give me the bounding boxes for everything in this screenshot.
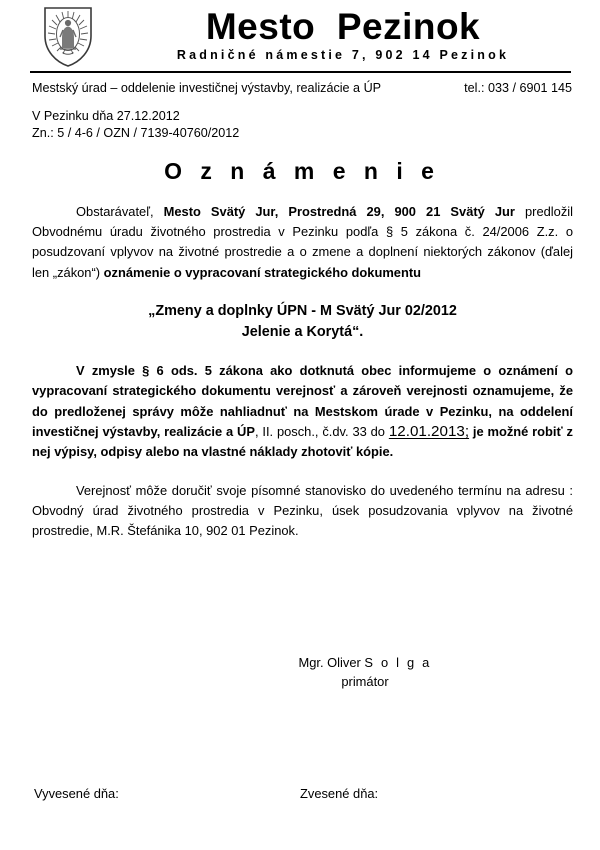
paragraph-public-comment: Verejnosť môže doručiť svoje písomné stanovisko do uvedeného termínu na adresu : Obvodný úrad životného prostredia v Pezinku, úsek posudzovania vplyvov na životné prostredie, M.R. Štefánika 10, 902 01 Pezinok. — [32, 482, 573, 539]
paragraph-procurer — [32, 202, 573, 283]
notice-part-3: je možné robiť z nej výpisy, odpisy alebo na vlastné náklady zhotoviť kópie. — [32, 424, 573, 460]
header-divider — [30, 71, 571, 73]
document-body — [32, 202, 573, 541]
page-title: Mesto Pezinok — [205, 6, 481, 47]
department-name: Mestský úrad – oddelenie investičnej výstavby, realizácie a ÚP — [32, 81, 382, 95]
phone-number: tel.: 033 / 6901 145 — [464, 81, 572, 95]
footer-fields — [34, 786, 574, 806]
organization-address: Radničné námestie 7, 902 14 Pezinok — [176, 48, 510, 62]
place-and-date: V Pezinku dňa 27.12.2012 — [32, 109, 180, 123]
subject-title-line-2: Jelenie a Korytá“. — [241, 323, 364, 340]
spacer — [32, 283, 573, 301]
letterhead — [0, 0, 600, 72]
reference-block — [32, 108, 239, 142]
signatory-surname: S o l g a — [364, 655, 432, 670]
deadline-date: 12.01.2013; — [388, 423, 470, 441]
removed-on-label: Zvesené dňa: — [300, 786, 379, 801]
notice-room-details: , II. posch., č.dv. 33 do — [254, 424, 389, 440]
signatory-name-prefix: Mgr. Oliver — [298, 655, 365, 670]
paragraph1-subject: oznámenie o vypracovaní strategického dokumentu — [103, 264, 421, 280]
signatory-role: primátor — [341, 674, 389, 689]
procurer-entity: Mesto Svätý Jur, Prostredná 29, 900 21 Svätý Jur — [163, 204, 515, 219]
paragraph1-middle: predložil Obvodnému úradu životného prostredia v Pezinku podľa § 5 zákona č. 24/2006 Z.z. o posudzovaní vplyvov na životné prostredie a o zmene a doplnení niektorých zákonov (ďalej len „zákon“) — [32, 204, 574, 280]
spacer — [32, 463, 573, 481]
file-number: Zn.: 5 / 4-6 / OZN / 7139-40760/2012 — [32, 126, 240, 140]
spacer — [32, 343, 573, 361]
signatory-name — [250, 653, 480, 672]
document-title: O z n á m e n i e — [164, 158, 440, 184]
paragraph1-lead: Obstarávateľ, — [76, 204, 164, 219]
posted-on-label: Vyvesené dňa: — [34, 786, 119, 801]
department-row — [32, 81, 572, 99]
subject-title-line-1: „Zmeny a doplnky ÚPN - M Svätý Jur 02/2012 — [148, 302, 457, 319]
signature-block — [250, 653, 480, 691]
notice-part-1: V zmysle § 6 ods. 5 zákona ako dotknutá obec informujeme o oznámení o vypracovaní strategického dokumentu verejnosť a zároveň verejnosti oznamujeme, že do predloženej správy môže nahliadnuť na Mestskom úrade v Pezinku, na oddelení investičnej výstavby, realizácie a ÚP — [32, 362, 573, 440]
pezinok-coat-of-arms-icon — [42, 6, 94, 68]
paragraph-notice — [32, 361, 573, 463]
